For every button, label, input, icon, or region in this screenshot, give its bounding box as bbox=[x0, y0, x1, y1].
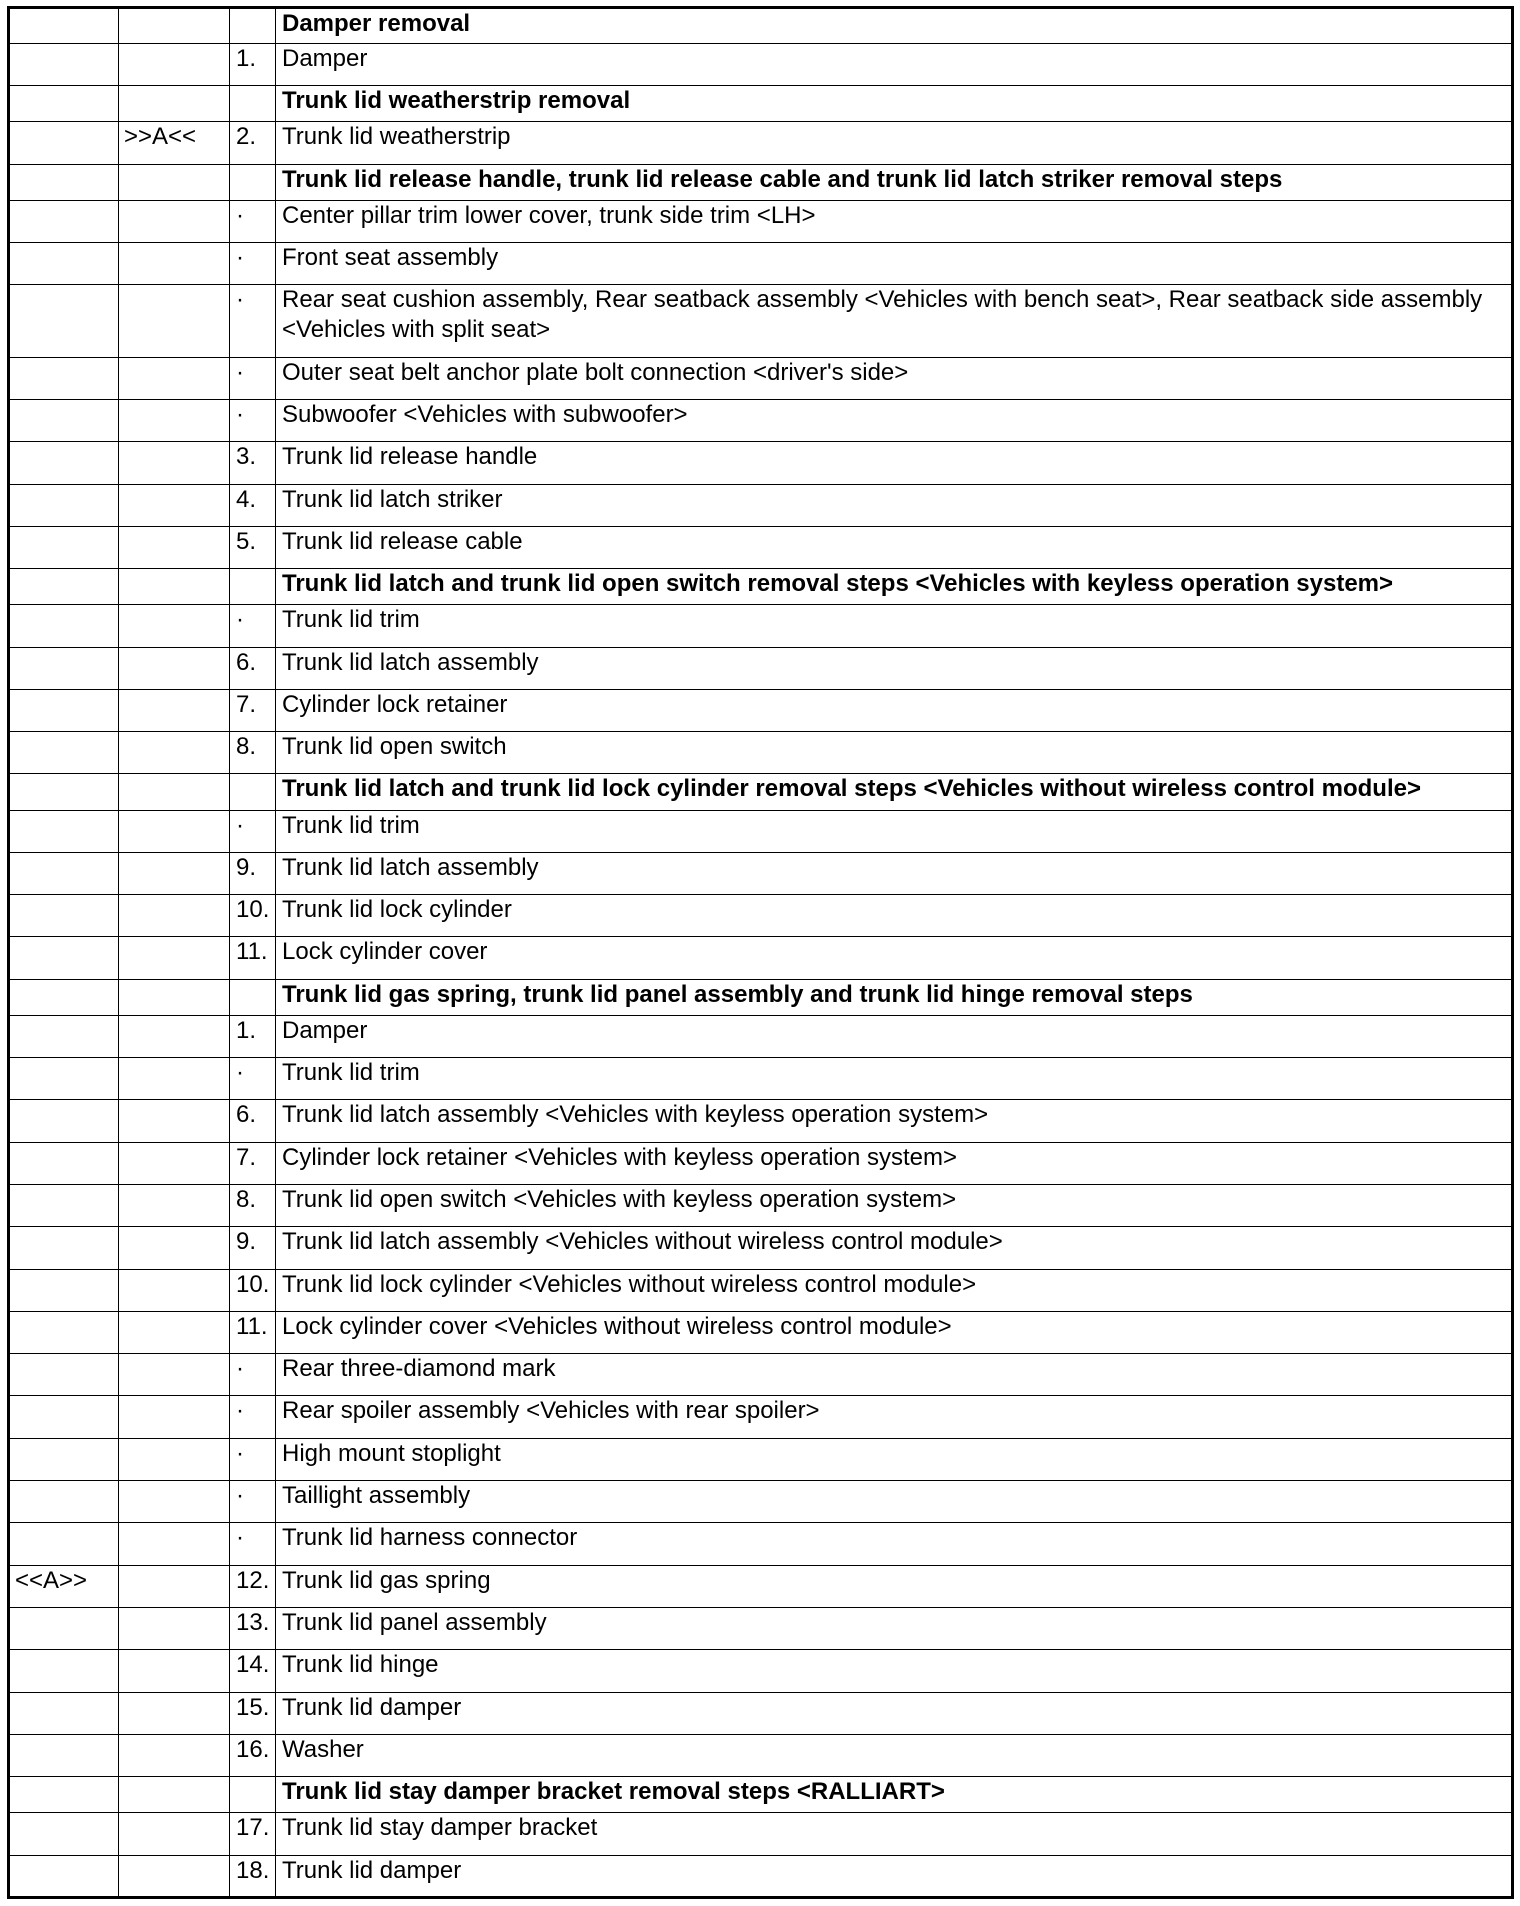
step-number-cell: · bbox=[230, 810, 276, 852]
removal-service-point-cell bbox=[119, 8, 230, 44]
step-number-cell: · bbox=[230, 1523, 276, 1565]
component-name-cell: Cylinder lock retainer <Vehicles with keyless operation system> bbox=[276, 1142, 1513, 1184]
component-name-cell: Trunk lid lock cylinder bbox=[276, 895, 1513, 937]
table-row bbox=[9, 442, 1513, 484]
component-name-cell: Damper bbox=[276, 44, 1513, 86]
removal-service-point-cell bbox=[119, 164, 230, 200]
removal-service-point-cell bbox=[119, 1269, 230, 1311]
component-name-cell: Rear spoiler assembly <Vehicles with rear spoiler> bbox=[276, 1396, 1513, 1438]
removal-service-point-cell bbox=[119, 1185, 230, 1227]
removal-service-point-cell bbox=[119, 1311, 230, 1353]
table-row bbox=[9, 1354, 1513, 1396]
removal-service-point-cell: >>A<< bbox=[119, 122, 230, 164]
component-name-cell: Trunk lid gas spring bbox=[276, 1565, 1513, 1607]
installation-service-point-cell bbox=[9, 1396, 119, 1438]
installation-service-point-cell: <<A>> bbox=[9, 1565, 119, 1607]
table-row bbox=[9, 1227, 1513, 1269]
step-number-cell: · bbox=[230, 1058, 276, 1100]
component-name-cell: Trunk lid damper bbox=[276, 1855, 1513, 1897]
component-name-cell: Center pillar trim lower cover, trunk side trim <LH> bbox=[276, 200, 1513, 242]
section-heading-cell: Trunk lid latch and trunk lid open switch removal steps <Vehicles with keyless operation system> bbox=[276, 569, 1513, 605]
table-row bbox=[9, 1311, 1513, 1353]
component-name-cell: Rear seat cushion assembly, Rear seatback assembly <Vehicles with bench seat>, Rear seatback side assembly <Vehicles with split seat> bbox=[276, 285, 1513, 357]
table-row bbox=[9, 1142, 1513, 1184]
component-name-cell: Trunk lid trim bbox=[276, 810, 1513, 852]
installation-service-point-cell bbox=[9, 1855, 119, 1897]
component-name-cell: Trunk lid harness connector bbox=[276, 1523, 1513, 1565]
removal-service-point-cell bbox=[119, 1734, 230, 1776]
table-row bbox=[9, 44, 1513, 86]
installation-service-point-cell bbox=[9, 810, 119, 852]
step-number-cell: · bbox=[230, 1438, 276, 1480]
table-row bbox=[9, 1481, 1513, 1523]
step-number-cell: · bbox=[230, 1354, 276, 1396]
step-number-cell: 12. bbox=[230, 1565, 276, 1607]
installation-service-point-cell bbox=[9, 1777, 119, 1813]
removal-service-point-cell bbox=[119, 1142, 230, 1184]
table-row bbox=[9, 526, 1513, 568]
component-name-cell: Trunk lid latch assembly <Vehicles with keyless operation system> bbox=[276, 1100, 1513, 1142]
removal-service-point-cell bbox=[119, 1607, 230, 1649]
installation-service-point-cell bbox=[9, 1100, 119, 1142]
section-heading-row bbox=[9, 1777, 1513, 1813]
table-row bbox=[9, 1607, 1513, 1649]
step-number-cell bbox=[230, 774, 276, 810]
removal-service-point-cell bbox=[119, 1855, 230, 1897]
installation-service-point-cell bbox=[9, 1734, 119, 1776]
installation-service-point-cell bbox=[9, 1438, 119, 1480]
installation-service-point-cell bbox=[9, 1481, 119, 1523]
table-body bbox=[9, 8, 1513, 1898]
component-name-cell: Subwoofer <Vehicles with subwoofer> bbox=[276, 399, 1513, 441]
component-name-cell: Lock cylinder cover <Vehicles without wireless control module> bbox=[276, 1311, 1513, 1353]
removal-service-point-cell bbox=[119, 605, 230, 647]
table-row bbox=[9, 243, 1513, 285]
table-row bbox=[9, 1650, 1513, 1692]
table-row bbox=[9, 852, 1513, 894]
step-number-cell: 15. bbox=[230, 1692, 276, 1734]
step-number-cell bbox=[230, 8, 276, 44]
component-name-cell: Trunk lid latch assembly bbox=[276, 852, 1513, 894]
removal-service-point-cell bbox=[119, 937, 230, 979]
section-heading-row bbox=[9, 164, 1513, 200]
removal-service-point-cell bbox=[119, 810, 230, 852]
installation-service-point-cell bbox=[9, 1311, 119, 1353]
table-row bbox=[9, 1185, 1513, 1227]
removal-service-point-cell bbox=[119, 86, 230, 122]
table-row bbox=[9, 484, 1513, 526]
component-name-cell: Trunk lid release cable bbox=[276, 526, 1513, 568]
removal-service-point-cell bbox=[119, 1777, 230, 1813]
installation-service-point-cell bbox=[9, 357, 119, 399]
table-row bbox=[9, 1565, 1513, 1607]
removal-service-point-cell bbox=[119, 285, 230, 357]
section-heading-row bbox=[9, 86, 1513, 122]
installation-service-point-cell bbox=[9, 979, 119, 1015]
removal-service-point-cell bbox=[119, 526, 230, 568]
table-row bbox=[9, 1692, 1513, 1734]
component-name-cell: Trunk lid trim bbox=[276, 605, 1513, 647]
step-number-cell: 2. bbox=[230, 122, 276, 164]
table-row bbox=[9, 647, 1513, 689]
installation-service-point-cell bbox=[9, 285, 119, 357]
table-row bbox=[9, 732, 1513, 774]
step-number-cell: 9. bbox=[230, 852, 276, 894]
component-name-cell: Outer seat belt anchor plate bolt connection <driver's side> bbox=[276, 357, 1513, 399]
table-row bbox=[9, 895, 1513, 937]
removal-service-point-cell bbox=[119, 689, 230, 731]
installation-service-point-cell bbox=[9, 1607, 119, 1649]
installation-service-point-cell bbox=[9, 1269, 119, 1311]
removal-service-point-cell bbox=[119, 243, 230, 285]
removal-service-point-cell bbox=[119, 44, 230, 86]
section-heading-cell: Trunk lid gas spring, trunk lid panel assembly and trunk lid hinge removal steps bbox=[276, 979, 1513, 1015]
installation-service-point-cell bbox=[9, 399, 119, 441]
installation-service-point-cell bbox=[9, 1058, 119, 1100]
step-number-cell: · bbox=[230, 1396, 276, 1438]
installation-service-point-cell bbox=[9, 1227, 119, 1269]
component-name-cell: Front seat assembly bbox=[276, 243, 1513, 285]
component-name-cell: Trunk lid latch striker bbox=[276, 484, 1513, 526]
step-number-cell bbox=[230, 979, 276, 1015]
removal-service-point-cell bbox=[119, 1058, 230, 1100]
step-number-cell: · bbox=[230, 399, 276, 441]
removal-service-point-cell bbox=[119, 1650, 230, 1692]
component-name-cell: Trunk lid open switch <Vehicles with keyless operation system> bbox=[276, 1185, 1513, 1227]
section-heading-cell: Damper removal bbox=[276, 8, 1513, 44]
step-number-cell: 6. bbox=[230, 1100, 276, 1142]
installation-service-point-cell bbox=[9, 1142, 119, 1184]
removal-service-point-cell bbox=[119, 399, 230, 441]
table-row bbox=[9, 1855, 1513, 1897]
table-row bbox=[9, 689, 1513, 731]
section-heading-row bbox=[9, 569, 1513, 605]
table-row bbox=[9, 1015, 1513, 1057]
installation-service-point-cell bbox=[9, 8, 119, 44]
step-number-cell: 10. bbox=[230, 1269, 276, 1311]
installation-service-point-cell bbox=[9, 122, 119, 164]
installation-service-point-cell bbox=[9, 44, 119, 86]
step-number-cell: · bbox=[230, 1481, 276, 1523]
table-row bbox=[9, 810, 1513, 852]
section-heading-cell: Trunk lid stay damper bracket removal steps <RALLIART> bbox=[276, 1777, 1513, 1813]
removal-service-point-cell bbox=[119, 1438, 230, 1480]
removal-service-point-cell bbox=[119, 1813, 230, 1855]
table-row bbox=[9, 357, 1513, 399]
installation-service-point-cell bbox=[9, 605, 119, 647]
step-number-cell: 4. bbox=[230, 484, 276, 526]
removal-service-point-cell bbox=[119, 774, 230, 810]
section-heading-row bbox=[9, 8, 1513, 44]
installation-service-point-cell bbox=[9, 1692, 119, 1734]
installation-service-point-cell bbox=[9, 647, 119, 689]
step-number-cell: 8. bbox=[230, 732, 276, 774]
removal-service-point-cell bbox=[119, 442, 230, 484]
step-number-cell: · bbox=[230, 605, 276, 647]
removal-service-point-cell bbox=[119, 484, 230, 526]
step-number-cell bbox=[230, 164, 276, 200]
component-name-cell: Trunk lid latch assembly <Vehicles without wireless control module> bbox=[276, 1227, 1513, 1269]
installation-service-point-cell bbox=[9, 200, 119, 242]
installation-service-point-cell bbox=[9, 86, 119, 122]
installation-service-point-cell bbox=[9, 1650, 119, 1692]
installation-service-point-cell bbox=[9, 937, 119, 979]
installation-service-point-cell bbox=[9, 526, 119, 568]
step-number-cell bbox=[230, 1777, 276, 1813]
component-name-cell: Cylinder lock retainer bbox=[276, 689, 1513, 731]
section-heading-row bbox=[9, 979, 1513, 1015]
section-heading-row bbox=[9, 774, 1513, 810]
installation-service-point-cell bbox=[9, 243, 119, 285]
installation-service-point-cell bbox=[9, 689, 119, 731]
step-number-cell: 9. bbox=[230, 1227, 276, 1269]
removal-service-point-cell bbox=[119, 357, 230, 399]
section-heading-cell: Trunk lid weatherstrip removal bbox=[276, 86, 1513, 122]
step-number-cell: 16. bbox=[230, 1734, 276, 1776]
step-number-cell: 8. bbox=[230, 1185, 276, 1227]
table-row bbox=[9, 1734, 1513, 1776]
removal-service-point-cell bbox=[119, 732, 230, 774]
removal-service-point-cell bbox=[119, 1015, 230, 1057]
step-number-cell bbox=[230, 569, 276, 605]
section-heading-cell: Trunk lid release handle, trunk lid release cable and trunk lid latch striker removal steps bbox=[276, 164, 1513, 200]
step-number-cell: 11. bbox=[230, 937, 276, 979]
installation-service-point-cell bbox=[9, 569, 119, 605]
removal-service-point-cell bbox=[119, 569, 230, 605]
step-number-cell: 5. bbox=[230, 526, 276, 568]
table-row bbox=[9, 1269, 1513, 1311]
table-row bbox=[9, 1438, 1513, 1480]
installation-service-point-cell bbox=[9, 852, 119, 894]
installation-service-point-cell bbox=[9, 1015, 119, 1057]
step-number-cell: 7. bbox=[230, 1142, 276, 1184]
installation-service-point-cell bbox=[9, 895, 119, 937]
installation-service-point-cell bbox=[9, 164, 119, 200]
removal-service-point-cell bbox=[119, 1481, 230, 1523]
installation-service-point-cell bbox=[9, 484, 119, 526]
removal-service-point-cell bbox=[119, 1227, 230, 1269]
component-name-cell: Rear three-diamond mark bbox=[276, 1354, 1513, 1396]
step-number-cell: 11. bbox=[230, 1311, 276, 1353]
table-row bbox=[9, 122, 1513, 164]
removal-service-point-cell bbox=[119, 647, 230, 689]
step-number-cell: 6. bbox=[230, 647, 276, 689]
step-number-cell: 1. bbox=[230, 1015, 276, 1057]
table-row bbox=[9, 1058, 1513, 1100]
removal-service-point-cell bbox=[119, 895, 230, 937]
component-name-cell: Damper bbox=[276, 1015, 1513, 1057]
removal-service-point-cell bbox=[119, 1354, 230, 1396]
removal-service-point-cell bbox=[119, 979, 230, 1015]
step-number-cell: 10. bbox=[230, 895, 276, 937]
step-number-cell: 7. bbox=[230, 689, 276, 731]
table-row bbox=[9, 1100, 1513, 1142]
table-row bbox=[9, 200, 1513, 242]
removal-service-point-cell bbox=[119, 1692, 230, 1734]
step-number-cell: · bbox=[230, 357, 276, 399]
component-name-cell: Trunk lid lock cylinder <Vehicles without wireless control module> bbox=[276, 1269, 1513, 1311]
component-name-cell: Trunk lid panel assembly bbox=[276, 1607, 1513, 1649]
table-row bbox=[9, 285, 1513, 357]
step-number-cell: 14. bbox=[230, 1650, 276, 1692]
table-row bbox=[9, 605, 1513, 647]
table-row bbox=[9, 1396, 1513, 1438]
installation-service-point-cell bbox=[9, 1354, 119, 1396]
removal-service-point-cell bbox=[119, 1396, 230, 1438]
table-row bbox=[9, 937, 1513, 979]
installation-service-point-cell bbox=[9, 442, 119, 484]
step-number-cell: 3. bbox=[230, 442, 276, 484]
step-number-cell bbox=[230, 86, 276, 122]
removal-service-point-cell bbox=[119, 1565, 230, 1607]
installation-service-point-cell bbox=[9, 732, 119, 774]
component-name-cell: Trunk lid release handle bbox=[276, 442, 1513, 484]
step-number-cell: · bbox=[230, 243, 276, 285]
step-number-cell: · bbox=[230, 285, 276, 357]
table-row bbox=[9, 1523, 1513, 1565]
component-name-cell: Trunk lid stay damper bracket bbox=[276, 1813, 1513, 1855]
section-heading-cell: Trunk lid latch and trunk lid lock cylinder removal steps <Vehicles without wireless control module> bbox=[276, 774, 1513, 810]
component-name-cell: Washer bbox=[276, 1734, 1513, 1776]
step-number-cell: 17. bbox=[230, 1813, 276, 1855]
removal-service-point-cell bbox=[119, 852, 230, 894]
removal-service-point-cell bbox=[119, 200, 230, 242]
removal-service-point-cell bbox=[119, 1523, 230, 1565]
step-number-cell: · bbox=[230, 200, 276, 242]
installation-service-point-cell bbox=[9, 1185, 119, 1227]
component-name-cell: High mount stoplight bbox=[276, 1438, 1513, 1480]
component-name-cell: Trunk lid latch assembly bbox=[276, 647, 1513, 689]
step-number-cell: 18. bbox=[230, 1855, 276, 1897]
component-name-cell: Trunk lid open switch bbox=[276, 732, 1513, 774]
component-name-cell: Trunk lid trim bbox=[276, 1058, 1513, 1100]
component-name-cell: Trunk lid hinge bbox=[276, 1650, 1513, 1692]
installation-service-point-cell bbox=[9, 1523, 119, 1565]
component-name-cell: Taillight assembly bbox=[276, 1481, 1513, 1523]
table-row bbox=[9, 1813, 1513, 1855]
component-name-cell: Trunk lid weatherstrip bbox=[276, 122, 1513, 164]
installation-service-point-cell bbox=[9, 774, 119, 810]
table-row bbox=[9, 399, 1513, 441]
component-name-cell: Lock cylinder cover bbox=[276, 937, 1513, 979]
step-number-cell: 13. bbox=[230, 1607, 276, 1649]
removal-service-point-cell bbox=[119, 1100, 230, 1142]
installation-service-point-cell bbox=[9, 1813, 119, 1855]
step-number-cell: 1. bbox=[230, 44, 276, 86]
component-name-cell: Trunk lid damper bbox=[276, 1692, 1513, 1734]
removal-steps-table bbox=[7, 6, 1514, 1899]
